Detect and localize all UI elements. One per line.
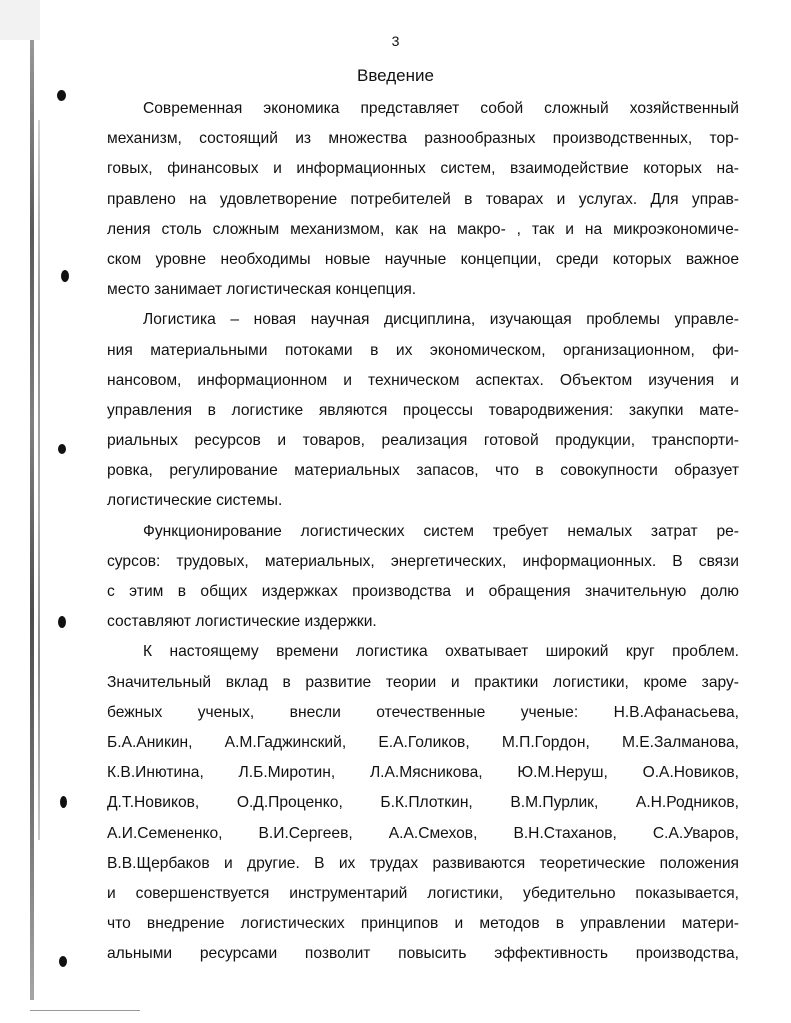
text-line: составляют логистические издержки. [107, 613, 377, 631]
text-line: механизм, состоящий из множества разнообразных производственных, тор- [107, 130, 739, 148]
text-line: что внедрение логистических принципов и методов в управлении матери- [107, 915, 739, 933]
text-line: правлено на удовлетворение потребителей в товарах и услугах. Для управ- [107, 190, 739, 208]
text-line: и совершенствуется инструментарий логистики, убедительно показывается, [107, 884, 739, 902]
text-line: Б.А.Аникин, А.М.Гаджинский, Е.А.Голиков, М.П.Гордон, М.Е.Залманова, [107, 733, 739, 751]
text-line: Функционирование логистических систем требует немалых затрат ре- [143, 522, 739, 540]
text-line: нансовом, информационном и техническом аспектах. Объектом изучения и [107, 371, 739, 389]
punch-hole-mark [57, 90, 66, 101]
text-line: бежных ученых, внесли отечественные ученые: Н.В.Афанасьева, [107, 703, 739, 721]
text-line: Значительный вклад в развитие теории и практики логистики, кроме зару- [107, 673, 739, 691]
text-line: В.В.Щербаков и другие. В их трудах развиваются теоретические положения [107, 854, 739, 872]
punch-hole-mark [58, 616, 66, 628]
text-line: Современная экономика представляет собой сложный хозяйственный [143, 100, 739, 117]
text-line: управления в логистике являются процессы товародвижения: закупки мате- [107, 401, 739, 419]
page-number: 3 [391, 33, 400, 49]
text-line: Логистика – новая научная дисциплина, изучающая проблемы управле- [143, 311, 739, 329]
punch-hole-mark [60, 796, 67, 808]
text-line: К.В.Инютина, Л.Б.Миротин, Л.А.Мясникова, Ю.М.Неруш, О.А.Новиков, [107, 764, 739, 782]
text-line: ровка, регулирование материальных запасов, что в совокупности образует [107, 462, 739, 480]
text-line: логистические системы. [107, 492, 283, 510]
text-line: К настоящему времени логистика охватывает широкий круг проблем. [143, 643, 739, 661]
scan-binding-edge [30, 40, 34, 1000]
text-line: ния материальными потоками в их экономическом, организационном, фи- [107, 341, 739, 359]
text-line: риальных ресурсов и товаров, реализация готовой продукции, транспорти- [107, 432, 739, 450]
section-heading: Введение [357, 66, 434, 85]
text-line: альными ресурсами позволит повысить эффективность производства, [107, 945, 739, 963]
text-line: Д.Т.Новиков, О.Д.Проценко, Б.К.Плоткин, В.М.Пурлик, А.Н.Родников, [107, 794, 739, 812]
text-line: с этим в общих издержках производства и обращения значительную долю [107, 583, 739, 600]
body-text [107, 94, 739, 969]
scan-binding-edge-inner [38, 120, 40, 840]
punch-hole-mark [59, 956, 67, 967]
text-line: ления столь сложным механизмом, как на макро- , так и на микроэкономиче- [107, 220, 739, 238]
scan-bottom-line [30, 1010, 140, 1011]
punch-hole-mark [61, 270, 69, 282]
text-line: сурсов: трудовых, материальных, энергетических, информационных. В связи [107, 552, 739, 570]
text-line: место занимает логистическая концепция. [107, 281, 417, 299]
text-line: говых, финансовых и информационных систем, взаимодействие которых на- [107, 160, 739, 178]
text-line: А.И.Семененко, В.И.Сергеев, А.А.Смехов, В.Н.Стаханов, С.А.Уваров, [107, 824, 739, 842]
punch-hole-mark [58, 444, 66, 454]
text-line: ском уровне необходимы новые научные концепции, среди которых важное [107, 250, 739, 268]
